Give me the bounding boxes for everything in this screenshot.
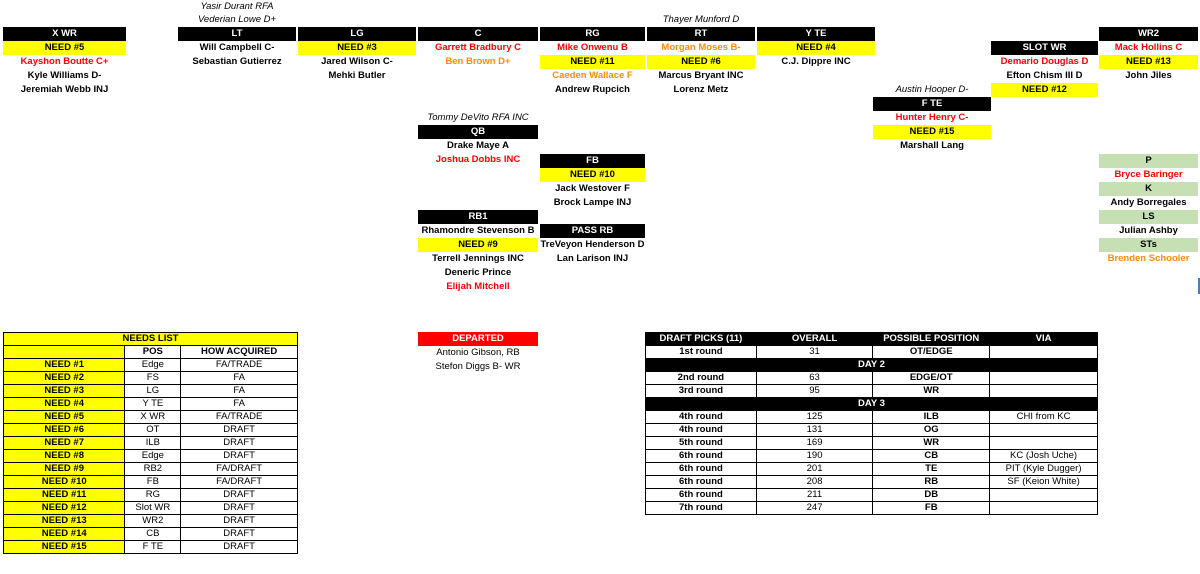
yte-need: NEED #4 [757, 41, 875, 55]
need-acquisition: FA/DRAFT [181, 476, 298, 489]
draft-pick-position: WR [873, 385, 990, 398]
qb-player: Joshua Dobbs INC [435, 154, 521, 165]
draft-pick-via [990, 385, 1098, 398]
xwr-player: Kyle Williams D- [27, 70, 102, 81]
lt-player: Will Campbell C- [199, 42, 275, 53]
draft-pick-round: 1st round [646, 346, 757, 359]
draft-pick-position: FB [873, 502, 990, 515]
need-label: NEED #15 [4, 541, 125, 554]
lg-need: NEED #3 [298, 41, 416, 55]
wr2-block [1099, 27, 1198, 83]
slotwr-need: NEED #12 [991, 83, 1098, 97]
need-position: WR2 [125, 515, 181, 528]
draft-pick-row [646, 437, 1098, 450]
rb1-player: Deneric Prince [444, 267, 512, 278]
passrb-block [540, 224, 645, 266]
c-player: Garrett Bradbury C [434, 42, 522, 53]
need-acquisition: DRAFT [181, 489, 298, 502]
draft-pick-row [646, 476, 1098, 489]
passrb-player: Lan Larison INJ [556, 253, 629, 264]
need-position: Edge [125, 450, 181, 463]
draft-pick-row [646, 463, 1098, 476]
need-position: CB [125, 528, 181, 541]
draft-pick-round: 6th round [646, 450, 757, 463]
specialist-player: Andy Borregales [1110, 197, 1187, 208]
need-label: NEED #6 [4, 424, 125, 437]
rg-need: NEED #11 [540, 55, 645, 69]
need-label: NEED #2 [4, 372, 125, 385]
c-player: Ben Brown D+ [445, 56, 511, 67]
draft-pick-position: DB [873, 489, 990, 502]
needs-row [4, 528, 298, 541]
need-position: RB2 [125, 463, 181, 476]
fte-player: Hunter Henry C- [895, 112, 969, 123]
rg-player: Mike Onwenu B [557, 42, 628, 53]
rt-header: RT [647, 27, 755, 41]
lt-note: Yasir Durant RFA [200, 1, 274, 12]
needs-row [4, 411, 298, 424]
needs-row [4, 541, 298, 554]
lt-note: Vederian Lowe D+ [197, 14, 277, 25]
lg-block [298, 27, 416, 83]
fb-block [540, 154, 645, 210]
rg-block [540, 27, 645, 97]
rb1-block [418, 210, 538, 294]
need-acquisition: DRAFT [181, 450, 298, 463]
lg-player: Jared Wilson C- [321, 56, 393, 67]
draft-pick-overall: 201 [756, 463, 872, 476]
slotwr-player: Demario Douglas D [1000, 56, 1089, 67]
draft-pick-round: 3rd round [646, 385, 757, 398]
fte-header: F TE [873, 97, 991, 111]
draft-pick-round: 6th round [646, 489, 757, 502]
rg-player: Caeden Wallace F [552, 70, 633, 81]
rt-note: Thayer Munford D [662, 14, 740, 25]
need-acquisition: DRAFT [181, 541, 298, 554]
need-acquisition: FA/DRAFT [181, 463, 298, 476]
draft-pick-row [646, 450, 1098, 463]
draft-pick-via: CHI from KC [990, 411, 1098, 424]
wr2-player: John Jiles [1125, 70, 1172, 81]
draft-picks-table [645, 332, 1098, 515]
specialist-pos: K [1099, 182, 1198, 196]
need-position: OT [125, 424, 181, 437]
draft-pick-overall: 208 [756, 476, 872, 489]
need-acquisition: DRAFT [181, 502, 298, 515]
qb-note: Tommy DeVito RFA INC [427, 112, 529, 123]
wr2-player: Mack Hollins C [1114, 42, 1183, 53]
needs-list-title: NEEDS LIST [4, 333, 298, 346]
draft-pick-position: TE [873, 463, 990, 476]
specialist-player: Bryce Baringer [1114, 169, 1183, 180]
needs-list-table [3, 332, 298, 554]
needs-row [4, 372, 298, 385]
need-position: X WR [125, 411, 181, 424]
yte-player: C.J. Dippre INC [781, 56, 851, 67]
need-acquisition: DRAFT [181, 437, 298, 450]
specialist-pos: P [1099, 154, 1198, 168]
draft-pick-via [990, 424, 1098, 437]
rg-player: Andrew Rupcich [555, 84, 630, 95]
draft-pick-via: SF (Keion White) [990, 476, 1098, 489]
need-label: NEED #12 [4, 502, 125, 515]
need-acquisition: FA/TRADE [181, 411, 298, 424]
draft-pick-overall: 95 [756, 385, 872, 398]
need-label: NEED #11 [4, 489, 125, 502]
need-acquisition: FA/TRADE [181, 359, 298, 372]
draft-pick-position: RB [873, 476, 990, 489]
need-position: F TE [125, 541, 181, 554]
draft-pick-overall: 190 [756, 450, 872, 463]
need-acquisition: DRAFT [181, 528, 298, 541]
fte-note: Austin Hooper D- [895, 84, 969, 95]
need-position: FS [125, 372, 181, 385]
draft-pick-overall: 247 [756, 502, 872, 515]
draft-pick-via [990, 372, 1098, 385]
specialist-player: Julian Ashby [1119, 225, 1178, 236]
draft-pick-round: 7th round [646, 502, 757, 515]
needs-row [4, 489, 298, 502]
needs-row [4, 385, 298, 398]
needs-row [4, 398, 298, 411]
departed-header: DEPARTED [418, 332, 538, 346]
need-position: ILB [125, 437, 181, 450]
xwr-block [3, 27, 126, 97]
xwr-player: Kayshon Boutte C+ [20, 56, 109, 67]
draft-day-label: DAY 2 [646, 359, 1098, 372]
draft-pick-via [990, 346, 1098, 359]
draft-pick-overall: 169 [756, 437, 872, 450]
needs-col-header [4, 346, 125, 359]
rb1-need: NEED #9 [418, 238, 538, 252]
rt-block [647, 27, 755, 97]
draft-pick-position: WR [873, 437, 990, 450]
need-label: NEED #13 [4, 515, 125, 528]
draft-day-row [646, 398, 1098, 411]
draft-pick-via [990, 502, 1098, 515]
need-position: LG [125, 385, 181, 398]
yte-block [757, 27, 875, 69]
draft-col-header: OVERALL [756, 333, 872, 346]
needs-row [4, 515, 298, 528]
draft-col-header: POSSIBLE POSITION [873, 333, 990, 346]
rb1-player: Elijah Mitchell [446, 281, 510, 292]
rb1-player: Rhamondre Stevenson B [421, 225, 535, 236]
draft-pick-row [646, 372, 1098, 385]
need-acquisition: FA [181, 385, 298, 398]
needs-row [4, 502, 298, 515]
draft-pick-overall: 125 [756, 411, 872, 424]
slotwr-header: SLOT WR [991, 41, 1098, 55]
qb-block [418, 125, 538, 167]
c-block [418, 27, 538, 69]
fb-player: Jack Westover F [555, 183, 630, 194]
rb1-header: RB1 [418, 210, 538, 224]
slotwr-block [991, 41, 1098, 97]
rt-need: NEED #6 [647, 55, 755, 69]
xwr-header: X WR [3, 27, 126, 41]
fb-player: Brock Lampe INJ [553, 197, 632, 208]
draft-day-row [646, 359, 1098, 372]
draft-pick-row [646, 411, 1098, 424]
departed-player: Stefon Diggs B- WR [435, 361, 521, 372]
draft-pick-overall: 211 [756, 489, 872, 502]
need-label: NEED #3 [4, 385, 125, 398]
fte-player: Marshall Lang [900, 140, 964, 151]
draft-pick-position: ILB [873, 411, 990, 424]
need-acquisition: FA [181, 372, 298, 385]
rt-player: Lorenz Metz [673, 84, 729, 95]
draft-pick-round: 4th round [646, 411, 757, 424]
need-acquisition: FA [181, 398, 298, 411]
draft-pick-round: 2nd round [646, 372, 757, 385]
wr2-need: NEED #13 [1099, 55, 1198, 69]
draft-pick-position: OG [873, 424, 990, 437]
draft-pick-row [646, 346, 1098, 359]
draft-pick-position: OT/EDGE [873, 346, 990, 359]
departed-player: Antonio Gibson, RB [436, 347, 520, 358]
rt-player: Marcus Bryant INC [658, 70, 744, 81]
need-position: Edge [125, 359, 181, 372]
wr2-header: WR2 [1099, 27, 1198, 41]
need-label: NEED #7 [4, 437, 125, 450]
draft-pick-row [646, 385, 1098, 398]
need-label: NEED #14 [4, 528, 125, 541]
draft-pick-position: CB [873, 450, 990, 463]
draft-day-label: DAY 3 [646, 398, 1098, 411]
passrb-player: TreVeyon Henderson D [540, 239, 645, 250]
xwr-need: NEED #5 [3, 41, 126, 55]
needs-col-header: HOW ACQUIRED [181, 346, 298, 359]
draft-pick-row [646, 424, 1098, 437]
lt-player: Sebastian Gutierrez [192, 56, 282, 67]
draft-col-header: DRAFT PICKS (11) [646, 333, 757, 346]
rb1-player: Terrell Jennings INC [432, 253, 524, 264]
c-header: C [418, 27, 538, 41]
passrb-header: PASS RB [540, 224, 645, 238]
needs-row [4, 476, 298, 489]
draft-pick-round: 6th round [646, 476, 757, 489]
draft-pick-row [646, 502, 1098, 515]
rt-player: Morgan Moses B- [661, 42, 741, 53]
draft-pick-via: PIT (Kyle Dugger) [990, 463, 1098, 476]
yte-header: Y TE [757, 27, 875, 41]
rg-header: RG [540, 27, 645, 41]
need-label: NEED #10 [4, 476, 125, 489]
needs-row [4, 359, 298, 372]
draft-pick-via [990, 437, 1098, 450]
draft-pick-via: KC (Josh Uche) [990, 450, 1098, 463]
specialist-pos: STs [1099, 238, 1198, 252]
draft-pick-row [646, 489, 1098, 502]
departed-block [418, 332, 538, 374]
specialist-pos: LS [1099, 210, 1198, 224]
fte-block [873, 97, 991, 153]
slotwr-player: Efton Chism III D [1006, 70, 1083, 81]
need-label: NEED #4 [4, 398, 125, 411]
need-label: NEED #8 [4, 450, 125, 463]
needs-col-header: POS [125, 346, 181, 359]
draft-pick-overall: 131 [756, 424, 872, 437]
lt-block [178, 27, 296, 69]
draft-pick-round: 5th round [646, 437, 757, 450]
need-label: NEED #9 [4, 463, 125, 476]
fb-need: NEED #10 [540, 168, 645, 182]
xwr-player: Jeremiah Webb INJ [20, 84, 109, 95]
draft-pick-overall: 31 [756, 346, 872, 359]
needs-row [4, 463, 298, 476]
draft-pick-position: EDGE/OT [873, 372, 990, 385]
lt-header: LT [178, 27, 296, 41]
draft-pick-round: 4th round [646, 424, 757, 437]
need-position: RG [125, 489, 181, 502]
needs-row [4, 450, 298, 463]
fte-need: NEED #15 [873, 125, 991, 139]
needs-row [4, 424, 298, 437]
fb-header: FB [540, 154, 645, 168]
need-position: FB [125, 476, 181, 489]
qb-header: QB [418, 125, 538, 139]
lg-header: LG [298, 27, 416, 41]
needs-row [4, 437, 298, 450]
need-position: Slot WR [125, 502, 181, 515]
draft-pick-round: 6th round [646, 463, 757, 476]
lg-player: Mehki Butler [328, 70, 386, 81]
draft-pick-overall: 63 [756, 372, 872, 385]
need-position: Y TE [125, 398, 181, 411]
qb-player: Drake Maye A [447, 140, 509, 151]
need-acquisition: DRAFT [181, 424, 298, 437]
draft-pick-via [990, 489, 1098, 502]
need-acquisition: DRAFT [181, 515, 298, 528]
draft-col-header: VIA [990, 333, 1098, 346]
need-label: NEED #5 [4, 411, 125, 424]
specialist-player: Brenden Schooler [1107, 253, 1190, 264]
need-label: NEED #1 [4, 359, 125, 372]
specialists-block [1099, 154, 1198, 266]
